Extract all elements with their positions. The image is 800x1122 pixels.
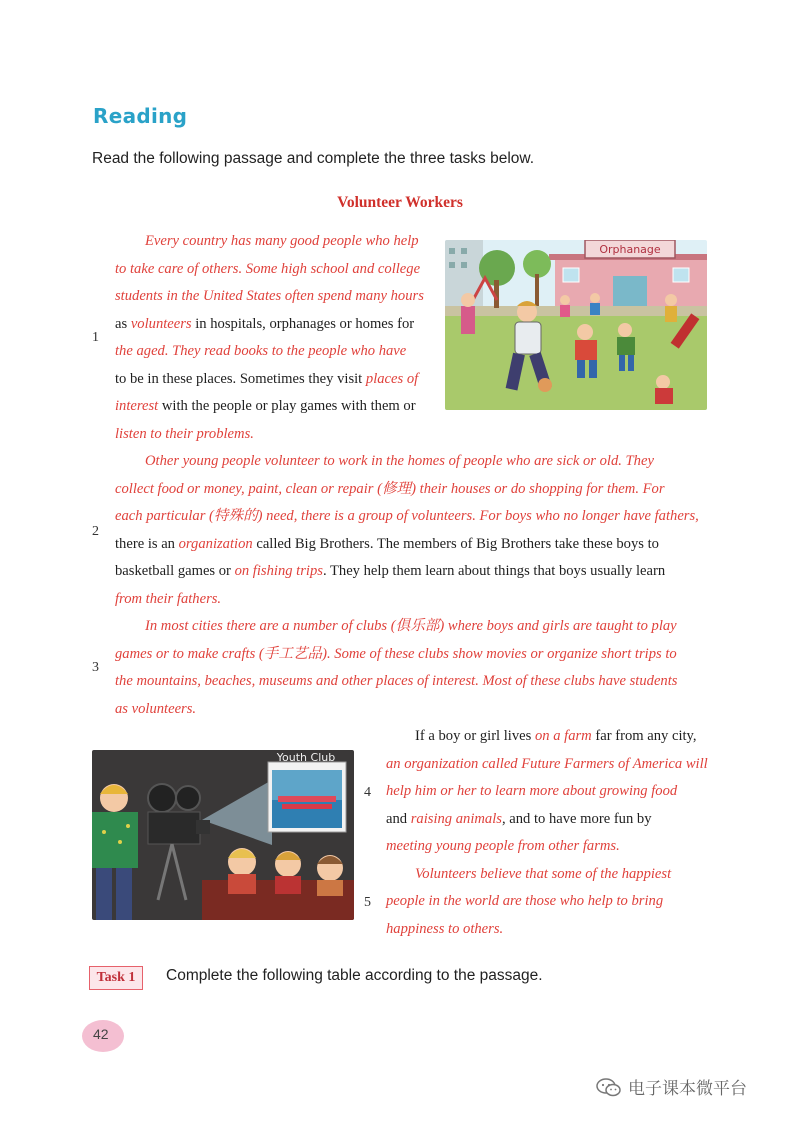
paragraph-line: meeting young people from other farms. — [386, 838, 620, 854]
paragraph-line: from their fathers. — [115, 591, 222, 607]
paragraph-line: the aged. They read books to the people who have — [115, 343, 407, 359]
task-badge: Task 1 — [89, 966, 143, 990]
paragraph-number: 1 — [92, 330, 99, 345]
orphanage-scene-icon — [445, 240, 707, 410]
paragraph-line: help him or her to learn more about growing food — [386, 783, 678, 799]
paragraph-line: If a boy or girl lives on a farm far from any city, — [415, 728, 697, 744]
svg-text:Youth Club: Youth Club — [276, 751, 336, 764]
svg-text:Orphanage: Orphanage — [599, 243, 661, 256]
instruction-text: Read the following passage and complete the three tasks below. — [92, 150, 535, 167]
paragraph-line: each particular (特殊的) need, there is a group of volunteers. For boys who no longer have fathers, — [115, 508, 699, 524]
paragraph-line: and raising animals, and to have more fun by — [386, 811, 652, 827]
paragraph-line: In most cities there are a number of clubs (俱乐部) where boys and girls are taught to play — [145, 618, 677, 634]
paragraph-line: the mountains, beaches, museums and other places of interest. Most of these clubs have students — [115, 673, 678, 689]
youth-club-scene-icon — [92, 750, 354, 920]
paragraph-line: there is an organization called Big Brothers. The members of Big Brothers take these boys to — [115, 536, 659, 552]
paragraph-line: collect food or money, paint, clean or repair (修理) their houses or do shopping for them. For — [115, 481, 665, 497]
paragraph-line: Volunteers believe that some of the happiest — [415, 866, 672, 882]
paragraph-line: Other young people volunteer to work in the homes of people who are sick or old. They — [145, 453, 654, 469]
wechat-icon — [596, 1077, 622, 1097]
paragraph-line: people in the world are those who help to bring — [386, 893, 664, 909]
paragraph-number: 4 — [364, 785, 371, 800]
passage-title: Volunteer Workers — [337, 194, 463, 211]
paragraph-line: to take care of others. Some high school and college — [115, 261, 421, 277]
youth-club-illustration — [92, 750, 354, 920]
watermark — [596, 1074, 747, 1099]
orphanage-illustration — [445, 240, 707, 410]
watermark-text: 电子课本微平台 — [628, 1079, 747, 1099]
paragraph-line: to be in these places. Sometimes they visit places of — [115, 371, 419, 387]
paragraph-line: as volunteers in hospitals, orphanages or homes for — [115, 316, 415, 332]
paragraph-line: students in the United States often spend many hours — [115, 288, 424, 304]
paragraph-line: interest with the people or play games with them or — [115, 398, 416, 414]
paragraph-line: basketball games or on fishing trips. They help them learn about things that boys usually learn — [115, 563, 666, 579]
page-number: 42 — [93, 1026, 109, 1042]
paragraph-line: listen to their problems. — [115, 426, 254, 442]
paragraph-line: Every country has many good people who help — [145, 233, 419, 249]
paragraph-number: 2 — [92, 524, 99, 539]
paragraph-number: 3 — [92, 660, 99, 675]
paragraph-line: games or to make crafts (手工艺品). Some of these clubs show movies or organize short trips to — [115, 646, 677, 662]
paragraph-line: happiness to others. — [386, 921, 504, 937]
section-title: Reading — [93, 104, 188, 128]
task-instruction: Complete the following table according to the passage. — [166, 967, 543, 984]
paragraph-line: as volunteers. — [115, 701, 197, 717]
paragraph-number: 5 — [364, 895, 371, 910]
paragraph-line: an organization called Future Farmers of America will — [386, 756, 708, 772]
